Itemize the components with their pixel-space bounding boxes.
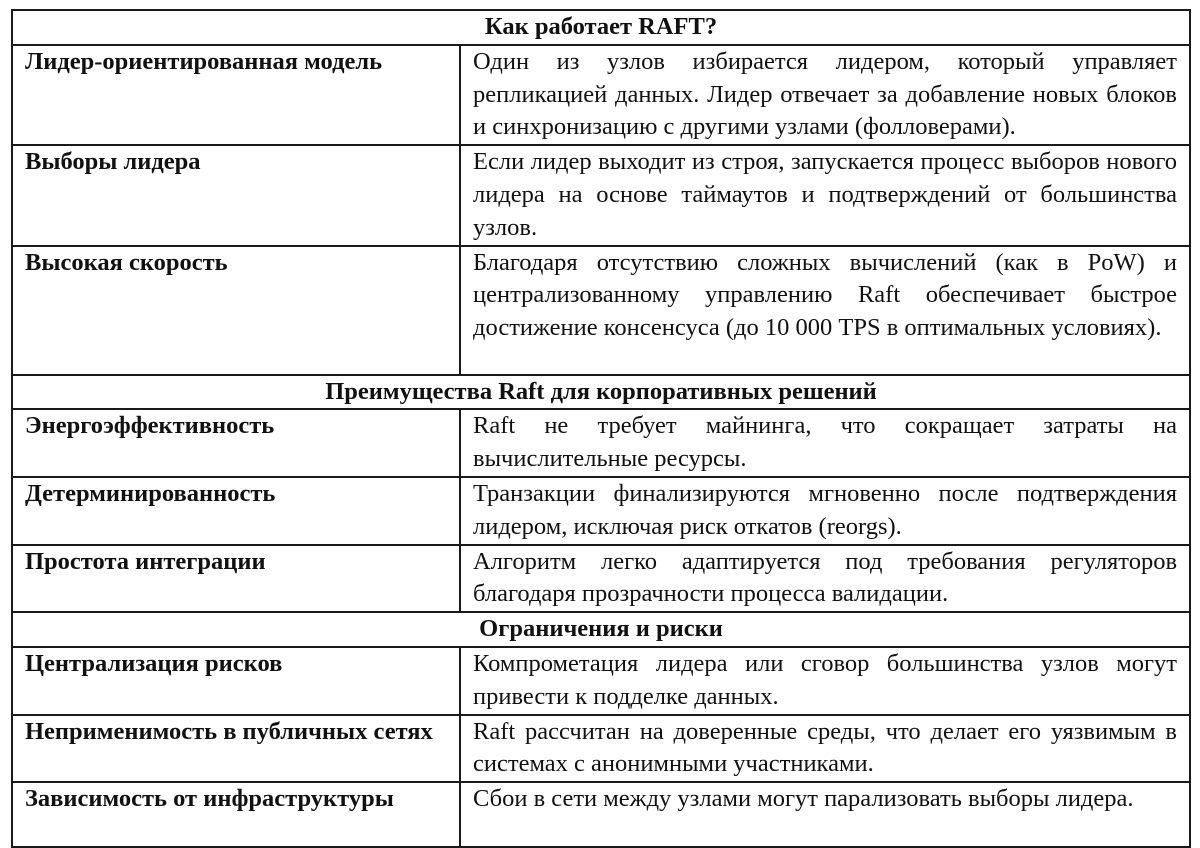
section-title-advantages: Преимущества Raft для корпоративных решений [12,375,1190,410]
description-cell: Сбои в сети между узлами могут парализовать выборы лидера. [460,782,1190,847]
term-cell: Выборы лидера [12,145,460,245]
section-header-row [12,10,1190,45]
description-cell: Транзакции финализируются мгновенно после подтверждения лидером, исключая риск откатов (reorgs). [460,477,1190,545]
description-cell: Если лидер выходит из строя, запускается процесс выборов нового лидера на основе таймаутов и подтверждений от большинства узлов. [460,145,1190,245]
term-cell: Централизация рисков [12,647,460,715]
section-title-limitations: Ограничения и риски [12,612,1190,647]
term-cell: Высокая скорость [12,246,460,375]
raft-table [11,9,1191,848]
table-row [12,782,1190,847]
description-cell: Raft рассчитан на доверенные среды, что делает его уязвимым в системах с анонимными участниками. [460,715,1190,783]
description-cell: Благодаря отсутствию сложных вычислений (как в PoW) и централизованному управлению Raft обеспечивает быстрое достижение консенсуса (до 10 000 TPS в оптимальных условиях). [460,246,1190,375]
term-cell: Лидер-ориентированная модель [12,45,460,145]
section-header-row [12,375,1190,410]
section-header-row [12,612,1190,647]
term-cell: Неприменимость в публичных сетях [12,715,460,783]
term-cell: Зависимость от инфраструктуры [12,782,460,847]
description-cell: Один из узлов избирается лидером, который управляет репликацией данных. Лидер отвечает за добавление новых блоков и синхронизацию с другими узлами (фолловерами). [460,45,1190,145]
table-row [12,246,1190,375]
table-row [12,409,1190,477]
section-title-how-raft-works: Как работает RAFT? [12,10,1190,45]
table-row [12,647,1190,715]
table-row [12,715,1190,783]
term-cell: Детерминированность [12,477,460,545]
description-cell: Raft не требует майнинга, что сокращает затраты на вычислительные ресурсы. [460,409,1190,477]
table-row [12,45,1190,145]
table-row [12,145,1190,245]
term-cell: Энергоэффективность [12,409,460,477]
description-cell: Компрометация лидера или сговор большинства узлов могут привести к подделке данных. [460,647,1190,715]
table-row [12,545,1190,613]
description-cell: Алгоритм легко адаптируется под требования регуляторов благодаря прозрачности процесса валидации. [460,545,1190,613]
term-cell: Простота интеграции [12,545,460,613]
table-row [12,477,1190,545]
